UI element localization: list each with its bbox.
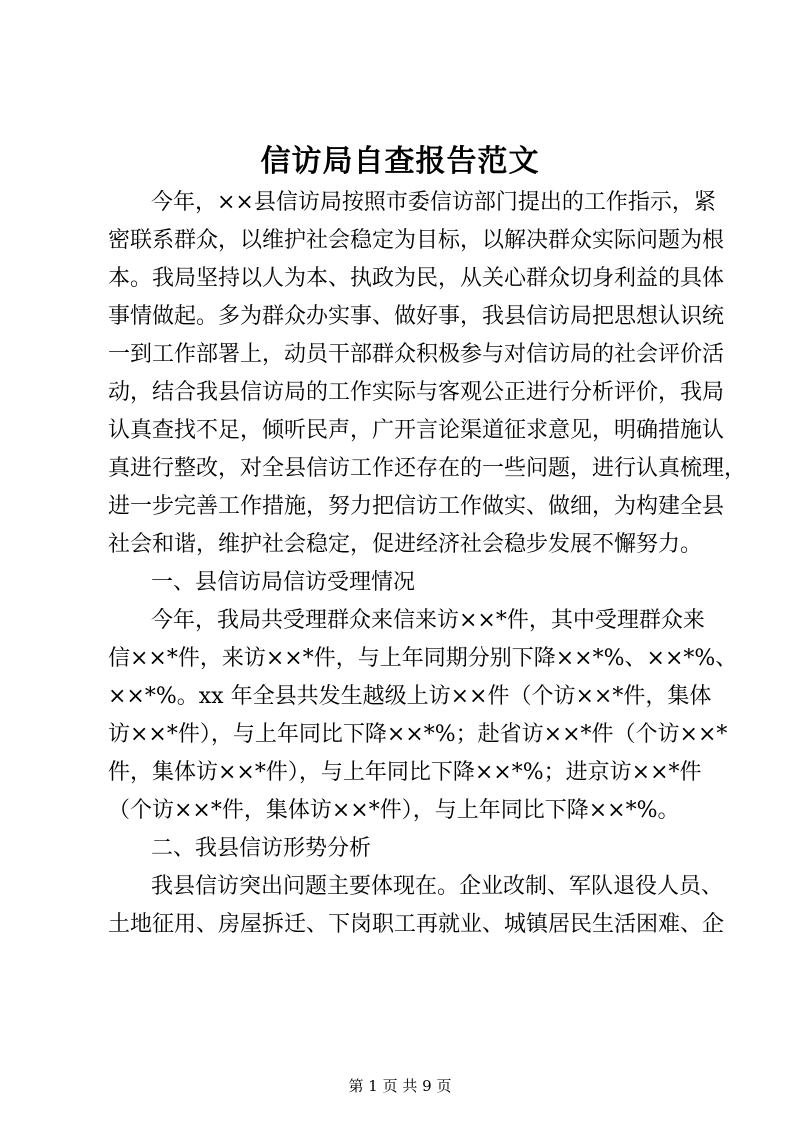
section-heading: 二、我县信访形势分析: [151, 836, 372, 861]
document-title: 信访局自查报告范文: [260, 144, 540, 179]
body-line: 密联系群众，以维护社会稳定为目标，以解决群众实际问题为根: [108, 228, 725, 253]
body-line: 今年，我局共受理群众来信来访××*件，其中受理群众来: [151, 608, 705, 633]
page-number-footer: 第 1 页 共 9 页: [348, 1077, 452, 1095]
body-line: ××*%。xx 年全县共发生越级上访××件（个访××*件，集体: [108, 684, 712, 709]
section-heading: 一、县信访局信访受理情况: [151, 570, 416, 595]
body-line: 社会和谐，维护社会稳定，促进经济社会稳步发展不懈努力。: [108, 532, 703, 557]
body-line: 我县信访突出问题主要体现在。企业改制、军队退役人员、: [151, 874, 724, 899]
body-line: 访××*件），与上年同比下降××*%；赴省访××*件（个访××*: [108, 722, 728, 747]
body-line: 信××*件，来访××*件，与上年同期分别下降××*%、××*%、: [108, 646, 738, 671]
body-line: 土地征用、房屋拆迁、下岗职工再就业、城镇居民生活困难、企: [108, 912, 725, 937]
body-line: 今年，××县信访局按照市委信访部门提出的工作指示，紧: [151, 190, 716, 215]
body-line: 本。我局坚持以人为本、执政为民，从关心群众切身利益的具体: [108, 266, 725, 291]
body-line: 进一步完善工作措施，努力把信访工作做实、做细，为构建全县: [108, 494, 725, 519]
body-line: 一到工作部署上，动员干部群众积极参与对信访局的社会评价活: [108, 342, 725, 367]
body-line: 认真查找不足，倾听民声，广开言论渠道征求意见，明确措施认: [108, 418, 725, 443]
body-line: 动，结合我县信访局的工作实际与客观公正进行分析评价，我局: [108, 380, 725, 405]
body-line: 事情做起。多为群众办实事、做好事，我县信访局把思想认识统: [108, 304, 725, 329]
body-line: （个访××*件，集体访××*件），与上年同比下降××*%。: [108, 798, 680, 823]
body-line: 件，集体访××*件），与上年同比下降××*%；进京访××*件: [108, 760, 702, 785]
body-line: 真进行整改，对全县信访工作还存在的一些问题，进行认真梳理，: [108, 456, 747, 481]
